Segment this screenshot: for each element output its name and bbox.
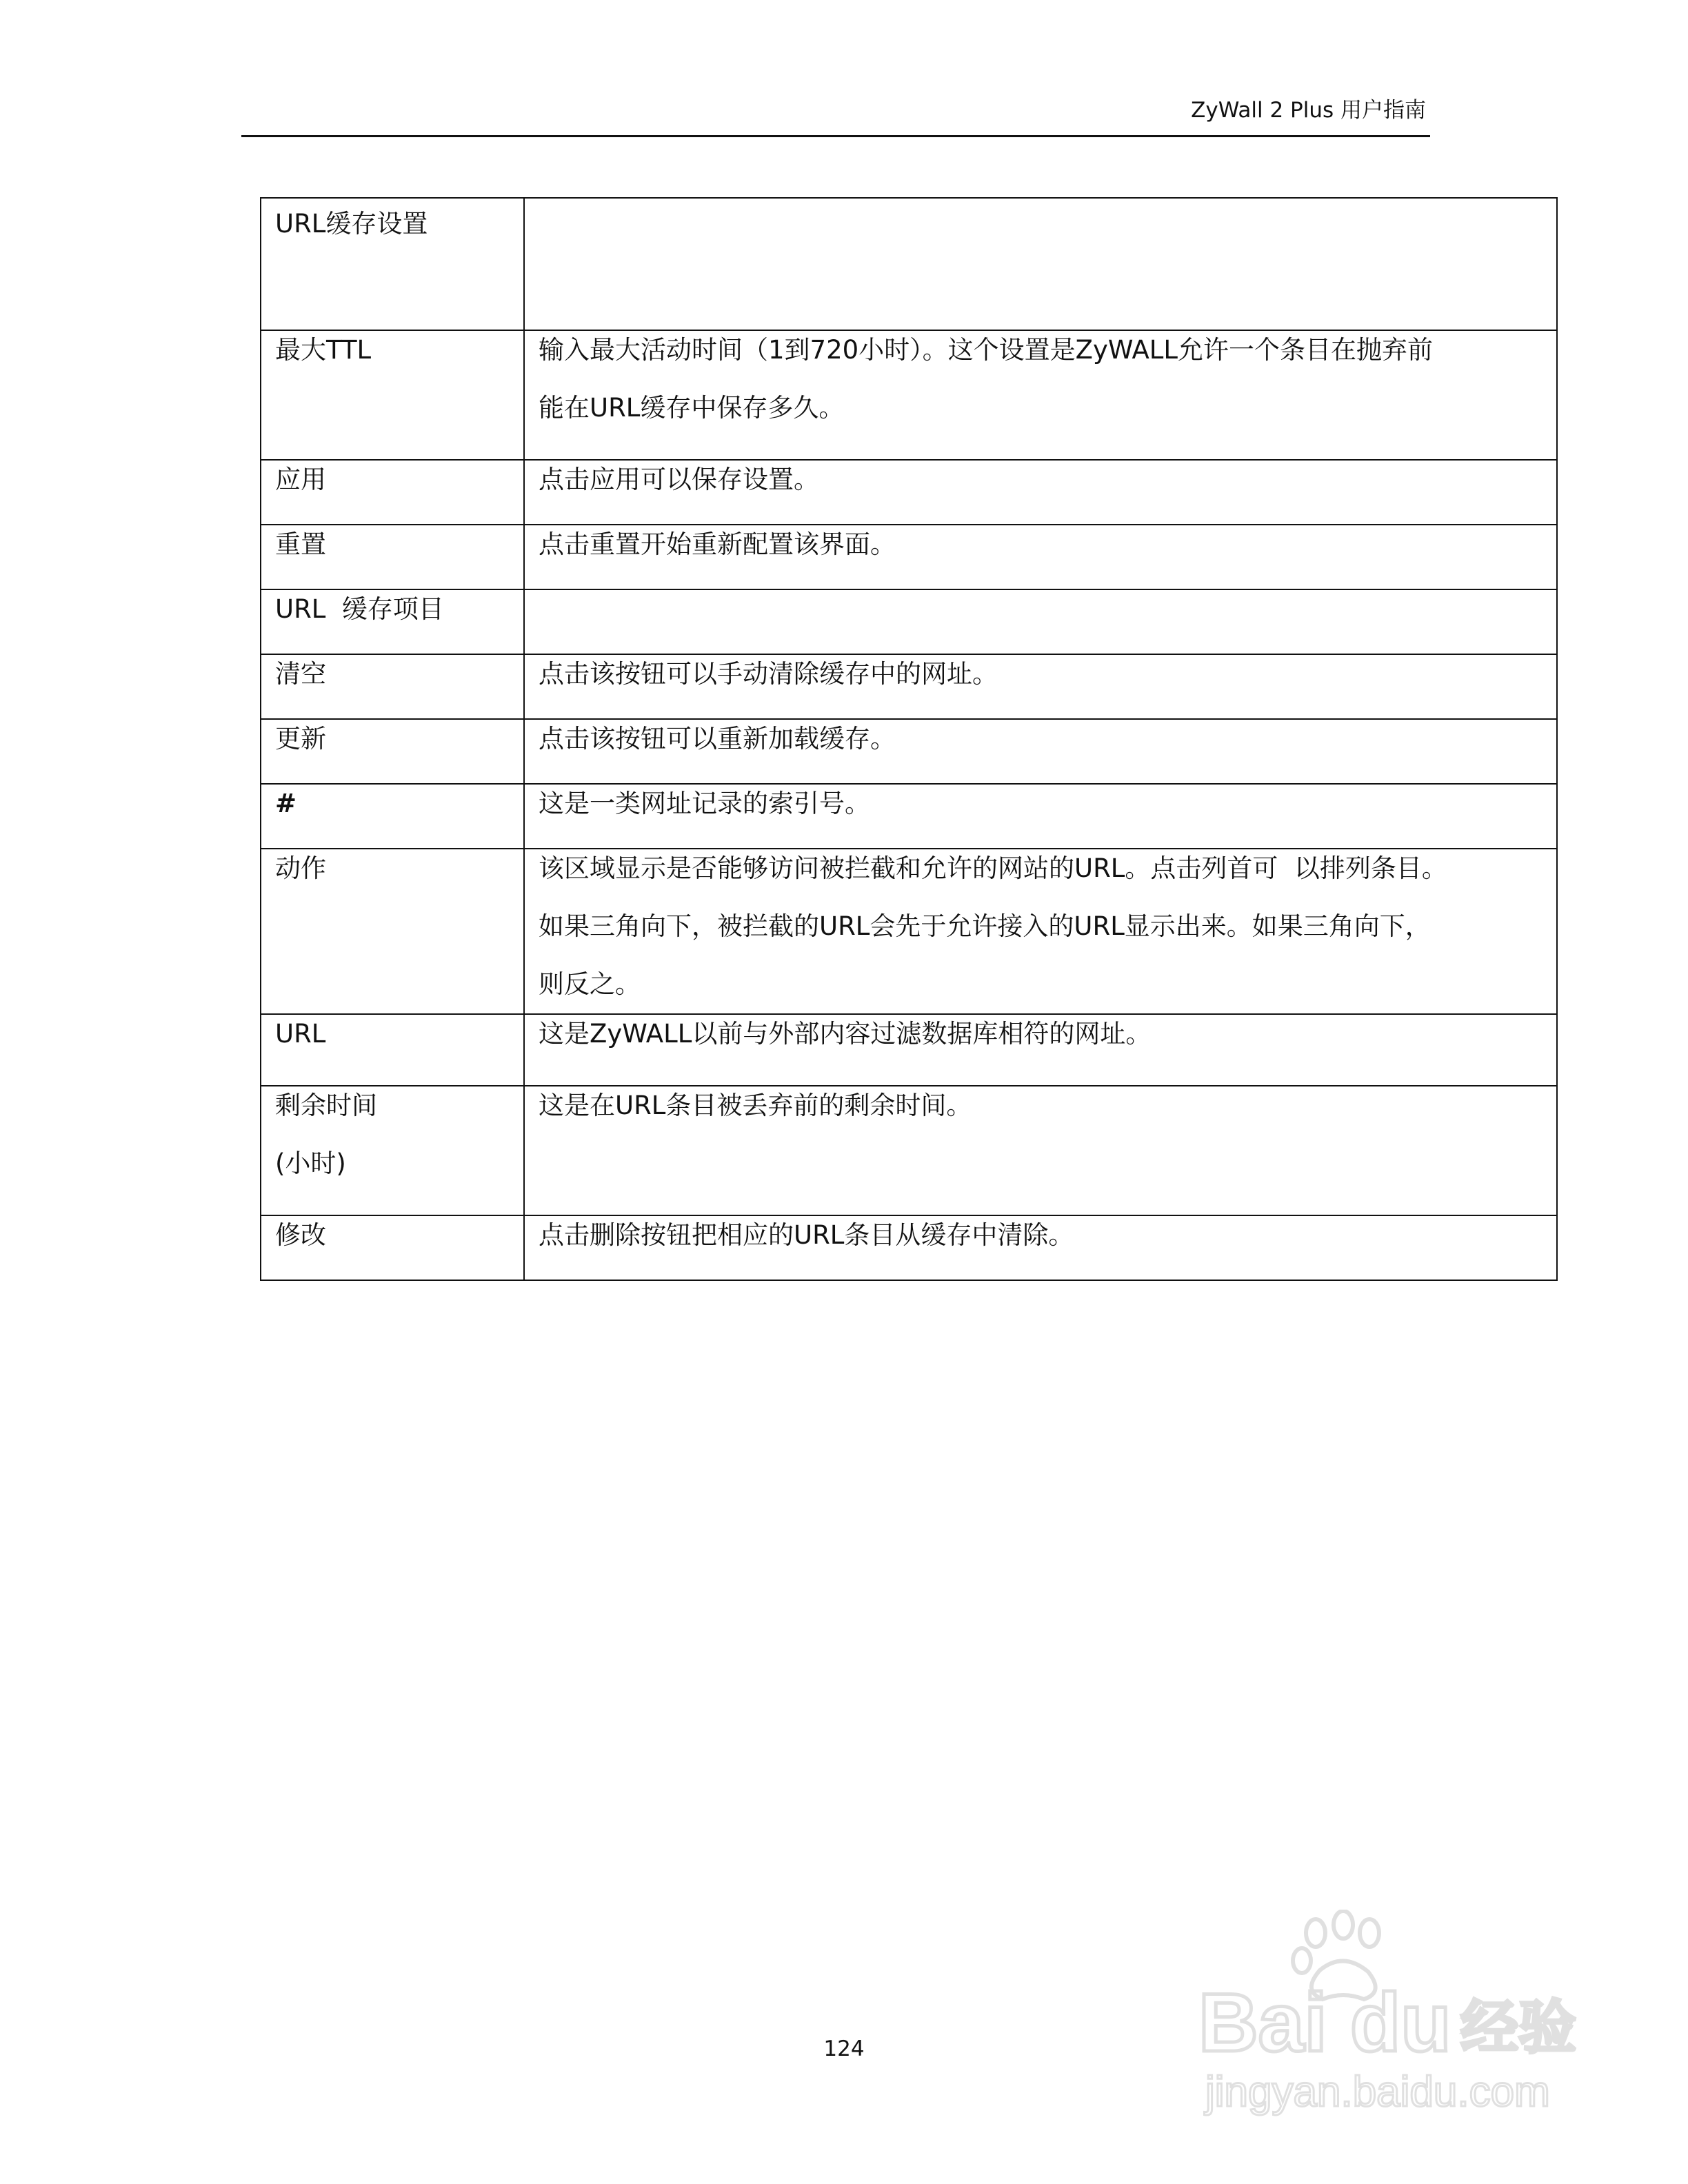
field-description: 输入最大活动时间（1到720小时）。这个设置是ZyWALL允许一个条目在抛弃前 能在URL缓存中保存多久。 [524, 330, 1557, 460]
field-description: 点击应用可以保存设置。 [524, 460, 1557, 525]
field-description [524, 589, 1557, 654]
field-description: 这是一类网址记录的索引号。 [524, 784, 1557, 849]
table-row [261, 1086, 1557, 1215]
field-label: URL [261, 1014, 524, 1086]
baidu-jingyan-watermark-logo [1178, 1910, 1578, 2116]
table-row [261, 525, 1557, 589]
table-row [261, 849, 1557, 1014]
page-header [241, 95, 1430, 137]
table-row [261, 589, 1557, 654]
field-label: 重置 [261, 525, 524, 589]
field-description: 点击删除按钮把相应的URL条目从缓存中清除。 [524, 1215, 1557, 1280]
field-description: 这是ZyWALL以前与外部内容过滤数据库相符的网址。 [524, 1014, 1557, 1086]
table-row [261, 330, 1557, 460]
table-row [261, 784, 1557, 849]
field-label: 应用 [261, 460, 524, 525]
svg-text:经验: 经验 [1460, 1994, 1577, 2061]
svg-text:jingyan.baidu.com: jingyan.baidu.com [1205, 2068, 1550, 2116]
field-label: 清空 [261, 654, 524, 719]
page-number: 124 [823, 2036, 865, 2061]
table-row [261, 198, 1557, 330]
field-description: 点击该按钮可以重新加载缓存。 [524, 719, 1557, 784]
field-description: 点击该按钮可以手动清除缓存中的网址。 [524, 654, 1557, 719]
field-label: 最大TTL [261, 330, 524, 460]
field-label: 剩余时间 (小时) [261, 1086, 524, 1215]
field-label: # [261, 784, 524, 849]
field-description: 点击重置开始重新配置该界面。 [524, 525, 1557, 589]
header-title: ZyWall 2 Plus 用户指南 [1191, 98, 1426, 123]
field-label: 动作 [261, 849, 524, 1014]
field-description [524, 198, 1557, 330]
field-label: URL 缓存项目 [261, 589, 524, 654]
svg-text:Bai: Bai [1198, 1976, 1327, 2069]
table-row [261, 1215, 1557, 1280]
table-row [261, 1014, 1557, 1086]
field-description-table [260, 197, 1558, 1281]
field-description: 该区域显示是否能够访问被拦截和允许的网站的URL。点击列首可 以排列条目。 如果三角向下，被拦截的URL会先于允许接入的URL显示出来。如果三角向下， 则反之。 [524, 849, 1557, 1014]
svg-text:du: du [1350, 1976, 1451, 2069]
field-label: 更新 [261, 719, 524, 784]
table-row [261, 719, 1557, 784]
field-label: 修改 [261, 1215, 524, 1280]
field-label: URL缓存设置 [261, 198, 524, 330]
table-row [261, 460, 1557, 525]
field-description: 这是在URL条目被丢弃前的剩余时间。 [524, 1086, 1557, 1215]
table-row [261, 654, 1557, 719]
